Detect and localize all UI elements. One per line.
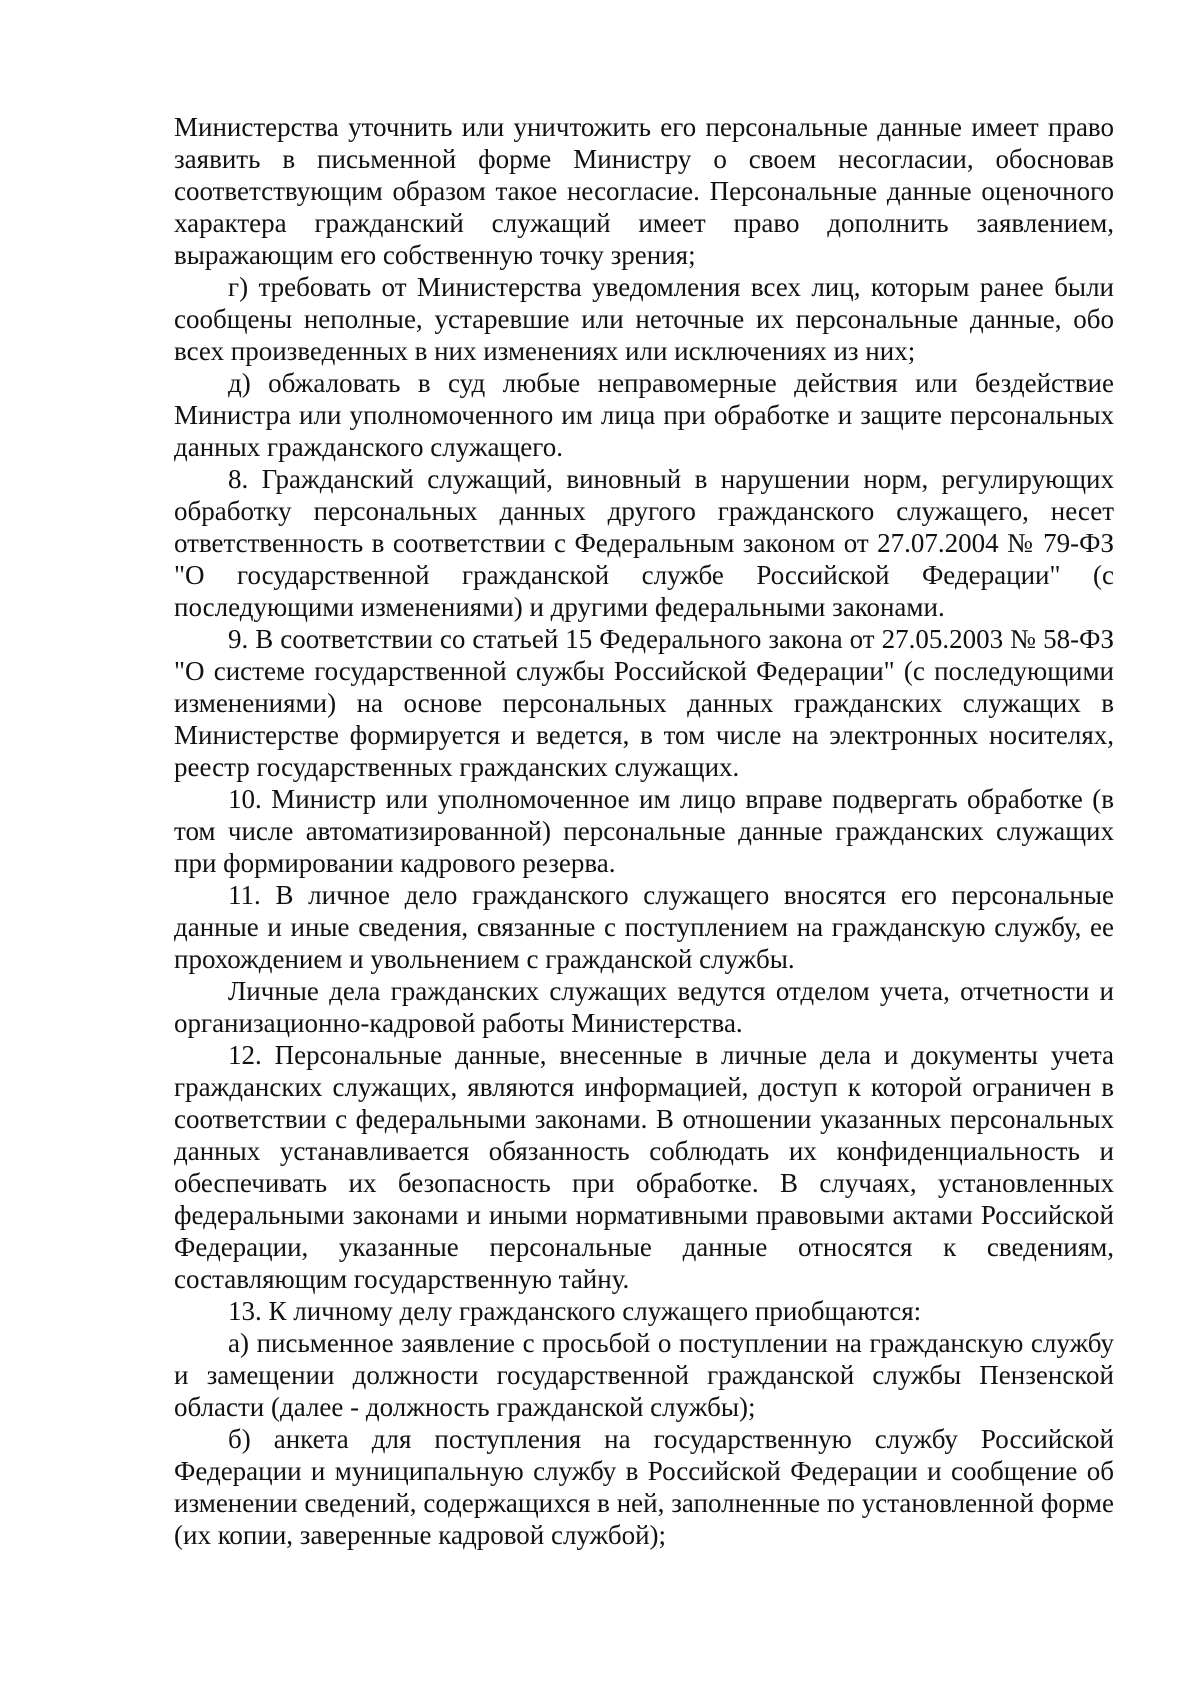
paragraph-clause-12: 12. Персональные данные, внесенные в личные дела и документы учета гражданских служащих, являются информацией, доступ к которой ограничен в соответствии с федеральными законами. В отношении указанных персональных данных устанавливается обязанность соблюдать их конфиденциальность и обеспечивать их безопасность при обработке. В случаях, установленных федеральными законами и иными нормативными правовыми актами Российской Федерации, указанные персональные данные относятся к сведениям, составляющим государственную тайну.	[174, 1040, 1114, 1294]
document-body	[174, 111, 1114, 1551]
paragraph-item-a: а) письменное заявление с просьбой о поступлении на гражданскую службу и замещении должности государственной гражданской службы Пензенской области (далее - должность гражданской службы);	[174, 1328, 1114, 1422]
paragraph-item-g: г) требовать от Министерства уведомления всех лиц, которым ранее были сообщены неполные, устаревшие или неточные их персональные данные, обо всех произведенных в них изменениях или исключениях из них;	[174, 272, 1114, 366]
paragraph-item-d: д) обжаловать в суд любые неправомерные действия или бездействие Министра или уполномоченного им лица при обработке и защите персональных данных гражданского служащего.	[174, 368, 1114, 462]
paragraph-personal-files: Личные дела гражданских служащих ведутся отделом учета, отчетности и организационно-кадровой работы Министерства.	[174, 976, 1114, 1038]
paragraph-clause-9: 9. В соответствии со статьей 15 Федерального закона от 27.05.2003 № 58-ФЗ "О системе государственной службы Российской Федерации" (с последующими изменениями) на основе персональных данных гражданских служащих в Министерстве формируется и ведется, в том числе на электронных носителях, реестр государственных гражданских служащих.	[174, 624, 1114, 782]
paragraph-clause-11: 11. В личное дело гражданского служащего вносятся его персональные данные и иные сведения, связанные с поступлением на гражданскую службу, ее прохождением и увольнением с гражданской службы.	[174, 880, 1114, 974]
paragraph-clause-13: 13. К личному делу гражданского служащего приобщаются:	[228, 1296, 922, 1326]
paragraph-item-b: б) анкета для поступления на государственную службу Российской Федерации и муниципальную службу в Российской Федерации и сообщение об изменении сведений, содержащихся в ней, заполненные по установленной форме (их копии, заверенные кадровой службой);	[174, 1424, 1114, 1550]
paragraph-clause-8: 8. Гражданский служащий, виновный в нарушении норм, регулирующих обработку персональных данных другого гражданского служащего, несет ответственность в соответствии с Федеральным законом от 27.07.2004 № 79-ФЗ "О государственной гражданской службе Российской Федерации" (с последующими изменениями) и другими федеральными законами.	[174, 464, 1114, 622]
paragraph-intro: Министерства уточнить или уничтожить его персональные данные имеет право заявить в письменной форме Министру о своем несогласии, обосновав соответствующим образом такое несогласие. Персональные данные оценочного характера гражданский служащий имеет право дополнить заявлением, выражающим его собственную точку зрения;	[174, 112, 1114, 270]
paragraph-clause-10: 10. Министр или уполномоченное им лицо вправе подвергать обработке (в том числе автоматизированной) персональные данные гражданских служащих при формировании кадрового резерва.	[174, 784, 1114, 878]
